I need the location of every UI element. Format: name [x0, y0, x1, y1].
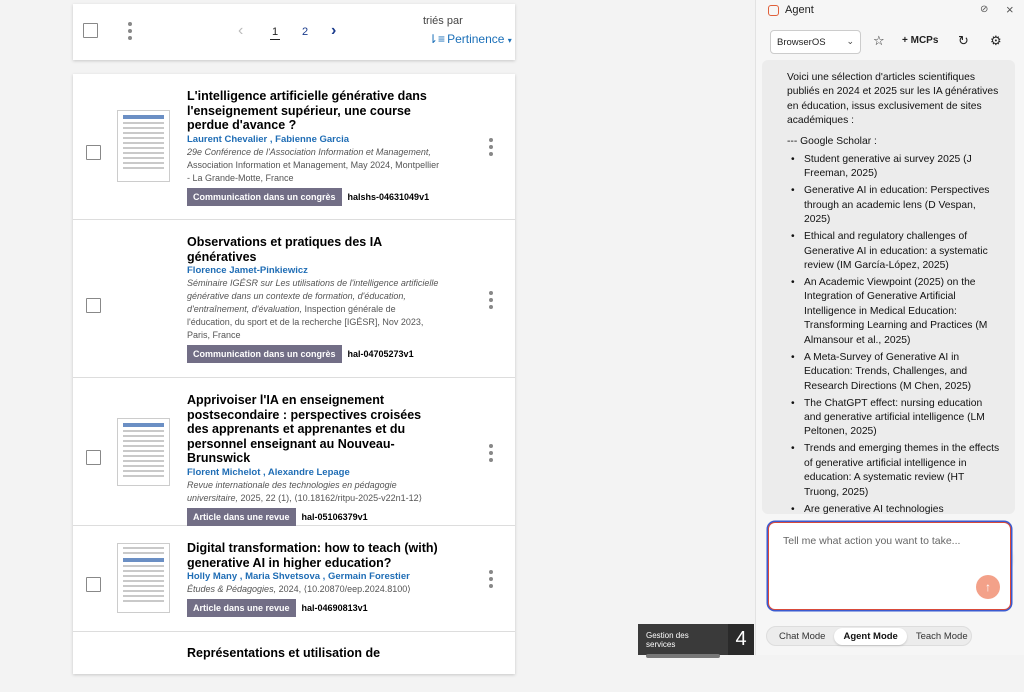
item-more-icon[interactable]: [489, 138, 493, 159]
item-title[interactable]: L'intelligence artificielle générative dans l'enseignement supérieur, une course perdue d'avance ?: [187, 89, 427, 132]
sort-label: triés par: [423, 15, 463, 27]
arrow-up-icon: ↑: [985, 580, 991, 594]
item-title[interactable]: Observations et pratiques des IA génératives: [187, 235, 382, 264]
list-item: [73, 526, 515, 632]
item-reference: Revue internationale des technologies en pédagogie universitaire, 2025, 22 (1), ⟨10.18162/ritpu-2025-v22n1-12⟩: [187, 479, 423, 503]
item-body: [187, 235, 443, 363]
document-thumbnail[interactable]: [117, 110, 170, 182]
star-icon[interactable]: ☆: [873, 33, 885, 48]
results-toolbar: [73, 4, 515, 60]
message-list-item: • Generative AI in education: Perspectives through an academic lens (D Vespan, 2025): [787, 184, 1001, 227]
doc-type-badge: Communication dans un congrès: [187, 188, 342, 206]
agent-input-box: [768, 522, 1011, 610]
sort-dropdown[interactable]: [428, 32, 512, 46]
next-page-button[interactable]: ›: [331, 22, 337, 39]
refresh-icon[interactable]: ↻: [958, 33, 969, 48]
item-checkbox[interactable]: [86, 450, 101, 465]
chevron-down-icon: ▾: [507, 36, 512, 45]
agent-toolbar: [770, 30, 1010, 54]
gear-icon[interactable]: ⚙: [990, 33, 1002, 48]
message-list-item: • Ethical and regulatory challenges of Generative AI in education: a systematic review (IM García-López, 2025): [787, 230, 1001, 273]
services-progress-bar: [646, 654, 720, 658]
toolbar-more-icon[interactable]: [128, 22, 132, 43]
hal-id[interactable]: halshs-04631049v1: [347, 191, 430, 202]
item-authors[interactable]: Laurent Chevalier , Fabienne Garcia: [187, 133, 350, 145]
send-button[interactable]: [976, 575, 1000, 599]
agent-header: [768, 4, 814, 16]
message-list-item: • The ChatGPT effect: nursing education and generative artificial intelligence (LM Peltonen, 2025): [787, 397, 1001, 440]
hal-id[interactable]: hal-04705273v1: [347, 349, 414, 359]
item-more-icon[interactable]: [489, 570, 493, 591]
hal-id[interactable]: hal-05106379v1: [301, 511, 368, 522]
item-checkbox[interactable]: [86, 298, 101, 313]
item-authors[interactable]: Florence Jamet-Pinkiewicz: [187, 265, 308, 276]
item-authors[interactable]: Florent Michelot , Alexandre Lepage: [187, 466, 350, 478]
agent-logo-icon: [768, 5, 779, 16]
browser-select[interactable]: [770, 30, 861, 54]
sort-descending-icon: ⇂≡: [428, 32, 446, 46]
item-more-icon[interactable]: [489, 444, 493, 465]
item-reference: 29e Conférence de l'Association Information et Management, Association Information et Management, May 2024, Montpellier - La Grande-Motte, France: [187, 146, 440, 183]
list-item: [73, 378, 515, 526]
agent-panel: [755, 0, 1024, 655]
item-body: [187, 89, 443, 206]
doc-type-badge: Article dans une revue: [187, 599, 296, 617]
services-label: Gestion des services: [646, 631, 689, 649]
item-checkbox[interactable]: [86, 577, 101, 592]
list-item: [73, 74, 515, 220]
mcps-button[interactable]: + MCPs: [902, 35, 939, 46]
services-status[interactable]: [638, 624, 728, 655]
list-item: [73, 632, 515, 692]
page-1-link[interactable]: 1: [272, 26, 279, 38]
message-list-item: • A Meta-Survey of Generative AI in Education: Trends, Challenges, and Research Directions (M Chen, 2025): [787, 351, 1001, 394]
doc-type-badge: Article dans une revue: [187, 508, 296, 526]
item-title[interactable]: Digital transformation: how to teach (with) generative AI in higher education?: [187, 541, 438, 570]
services-count[interactable]: 4: [728, 624, 754, 655]
item-body: [187, 393, 443, 526]
agent-title: Agent: [785, 4, 814, 16]
hal-id[interactable]: hal-04690813v1: [301, 603, 368, 613]
item-reference: Études & Pédagogies, 2024, ⟨10.20870/eep.2024.8100⟩: [187, 584, 411, 594]
teach-mode-tab[interactable]: Teach Mode: [915, 630, 968, 642]
message-list-item: • An Academic Viewpoint (2025) on the Integration of Generative Artificial Intelligence in Medical Education: Transforming Learning and Practices (M Almansour et al., 2025): [787, 276, 1001, 348]
item-checkbox[interactable]: [86, 145, 101, 160]
item-authors[interactable]: Holly Many , Maria Shvetsova , Germain Forestier: [187, 571, 410, 582]
unpin-icon[interactable]: ⊘: [980, 4, 989, 15]
document-thumbnail[interactable]: [117, 418, 170, 486]
agent-prompt-input[interactable]: [769, 523, 1010, 609]
chevron-down-icon: ⌄: [846, 36, 854, 46]
item-reference: Séminaire IGÉSR sur Les utilisations de l'intelligence artificielle générative dans un contexte de formation, d'éducation, d'entraînement, d'évaluation, Inspection générale de l'éducation, du sport et de la recherche [IGÉSR], Nov 2023, Paris, France: [187, 278, 439, 340]
agent-mode-tab[interactable]: Agent Mode: [834, 628, 906, 645]
previous-page-button[interactable]: ‹: [238, 22, 244, 39]
message-list-item: • Student generative ai survey 2025 (J Freeman, 2025): [787, 153, 1001, 182]
item-title[interactable]: Apprivoiser l'IA en enseignement postsecondaire : perspectives croisées des apprenants et apprenantes et du personnel enseignant au Nouveau-Brunswick: [187, 393, 422, 465]
message-intro: Voici une sélection d'articles scientifiques publiés en 2024 et 2025 sur les IA génératives en éducation, issus exclusivement de sites académiques :: [787, 72, 999, 127]
message-list-item: • Trends and emerging themes in the effects of generative artificial intelligence in education: A systematic review (HT Truong, 2025): [787, 442, 1001, 500]
agent-message: [762, 60, 1015, 514]
message-section: --- Google Scholar :: [787, 135, 877, 147]
item-more-icon[interactable]: [489, 291, 493, 312]
results-list: [73, 74, 515, 674]
sort-value: Pertinence: [447, 32, 505, 46]
select-all-checkbox[interactable]: [83, 23, 98, 38]
document-thumbnail[interactable]: [117, 543, 170, 613]
mode-switcher: [766, 626, 972, 646]
page-2-link[interactable]: 2: [302, 26, 309, 38]
doc-type-badge: Communication dans un congrès: [187, 345, 342, 363]
browser-select-value: BrowserOS: [777, 37, 826, 48]
item-body: [187, 646, 443, 661]
chat-mode-tab[interactable]: Chat Mode: [779, 630, 826, 642]
close-icon[interactable]: ×: [1006, 2, 1014, 17]
message-list: [787, 153, 1001, 517]
list-item: [73, 220, 515, 378]
item-body: [187, 541, 443, 617]
message-list-item: • Are generative AI technologies: [787, 503, 1001, 517]
item-title[interactable]: Représentations et utilisation de: [187, 646, 381, 660]
